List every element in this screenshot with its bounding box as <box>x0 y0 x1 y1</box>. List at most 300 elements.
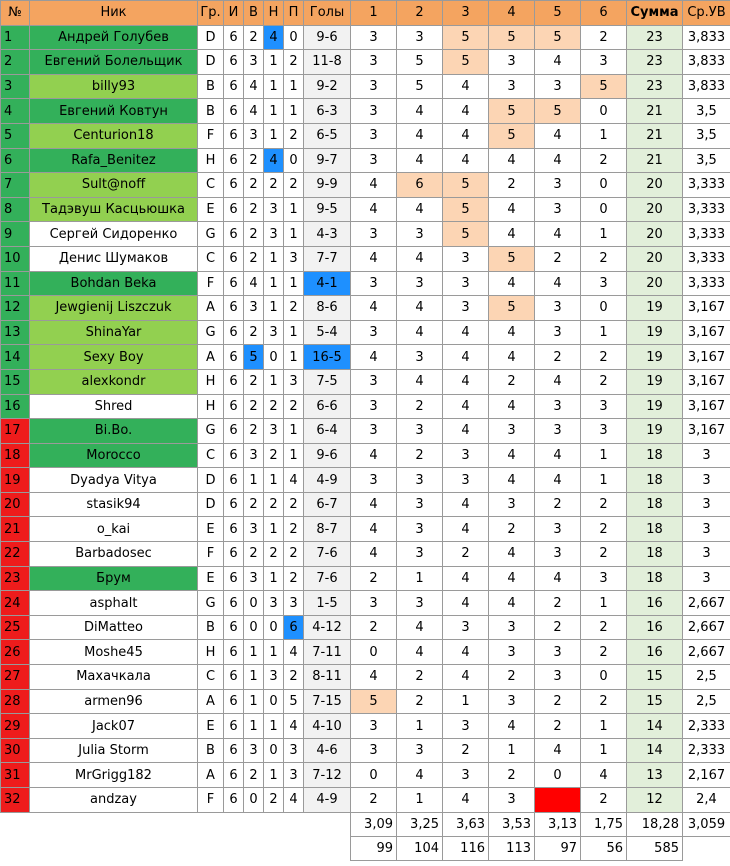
wins-cell: 3 <box>244 738 264 763</box>
round-3-cell: 4 <box>443 99 489 124</box>
draws-cell: 1 <box>264 640 284 665</box>
round-3-cell: 4 <box>443 788 489 813</box>
group-cell: F <box>198 123 224 148</box>
round-3-cell: 2 <box>443 542 489 567</box>
group-cell: E <box>198 566 224 591</box>
round-4-cell: 3 <box>489 689 535 714</box>
round-4-cell: 5 <box>489 246 535 271</box>
round-5-cell: 3 <box>535 640 581 665</box>
round-1-cell: 3 <box>351 74 397 99</box>
round-3-cell: 4 <box>443 320 489 345</box>
losses-cell: 2 <box>284 394 304 419</box>
rank-cell: 24 <box>1 591 30 616</box>
round-5-cell: 4 <box>535 148 581 173</box>
header-round-3: 3 <box>443 1 489 26</box>
round-6-cell: 3 <box>581 394 627 419</box>
group-cell: G <box>198 419 224 444</box>
games-cell: 6 <box>224 689 244 714</box>
table-row <box>1 689 730 714</box>
draws-cell: 1 <box>264 517 284 542</box>
round-5-cell: 3 <box>535 74 581 99</box>
table-row <box>1 345 730 370</box>
wins-cell: 1 <box>244 640 264 665</box>
nick-cell: andzay <box>30 788 198 813</box>
group-cell: B <box>198 738 224 763</box>
round-2-cell: 1 <box>397 566 443 591</box>
rank-cell: 15 <box>1 369 30 394</box>
table-row <box>1 50 730 75</box>
nick-cell: Jewgienij Liszczuk <box>30 296 198 321</box>
nick-cell: ShinaYar <box>30 320 198 345</box>
round-3-cell: 2 <box>443 738 489 763</box>
header-games: И <box>224 1 244 26</box>
rank-cell: 3 <box>1 74 30 99</box>
avg-cell: 2,667 <box>683 591 730 616</box>
sum-cell: 23 <box>627 25 683 50</box>
avg-cell: 3 <box>683 443 730 468</box>
draws-cell: 2 <box>264 492 284 517</box>
table-row <box>1 763 730 788</box>
avg-cell: 3,833 <box>683 50 730 75</box>
round-6-cell: 2 <box>581 640 627 665</box>
round-6-cell: 2 <box>581 369 627 394</box>
round-1-cell: 3 <box>351 123 397 148</box>
round-1-cell: 4 <box>351 296 397 321</box>
group-cell: A <box>198 345 224 370</box>
avg-cell: 3 <box>683 517 730 542</box>
avg-cell: 2,4 <box>683 788 730 813</box>
goals-cell: 8-7 <box>304 517 351 542</box>
games-cell: 6 <box>224 542 244 567</box>
goals-cell: 7-11 <box>304 640 351 665</box>
sum-cell: 23 <box>627 74 683 99</box>
round-3-cell: 4 <box>443 591 489 616</box>
table-row <box>1 148 730 173</box>
games-cell: 6 <box>224 369 244 394</box>
wins-cell: 0 <box>244 615 264 640</box>
nick-cell: Тадэвуш Касцьюшка <box>30 197 198 222</box>
goals-cell: 7-7 <box>304 246 351 271</box>
losses-cell: 3 <box>284 369 304 394</box>
round-5-cell: 2 <box>535 689 581 714</box>
group-cell: G <box>198 320 224 345</box>
games-cell: 6 <box>224 197 244 222</box>
round-5-cell <box>535 788 581 813</box>
round-3-cell: 1 <box>443 689 489 714</box>
avg-cell: 2,167 <box>683 763 730 788</box>
rank-cell: 18 <box>1 443 30 468</box>
nick-cell: Андрей Голубев <box>30 25 198 50</box>
nick-cell: Centurion18 <box>30 123 198 148</box>
round-4-cell: 4 <box>489 345 535 370</box>
table-row <box>1 123 730 148</box>
round-6-cell: 2 <box>581 689 627 714</box>
rank-cell: 17 <box>1 419 30 444</box>
games-cell: 6 <box>224 25 244 50</box>
round-5-cell: 2 <box>535 246 581 271</box>
rank-cell: 20 <box>1 492 30 517</box>
avg-cell: 2,5 <box>683 689 730 714</box>
sum-cell: 21 <box>627 148 683 173</box>
total-round-3: 116 <box>443 836 489 860</box>
round-1-cell: 4 <box>351 517 397 542</box>
goals-cell: 4-3 <box>304 222 351 247</box>
games-cell: 6 <box>224 714 244 739</box>
avg-cell: 3,5 <box>683 99 730 124</box>
goals-cell: 7-6 <box>304 566 351 591</box>
round-2-cell: 3 <box>397 222 443 247</box>
round-4-cell: 2 <box>489 517 535 542</box>
nick-cell: Sult@noff <box>30 173 198 198</box>
goals-cell: 9-5 <box>304 197 351 222</box>
goals-cell: 4-9 <box>304 468 351 493</box>
header-wins: В <box>244 1 264 26</box>
nick-cell: Dyadya Vitya <box>30 468 198 493</box>
round-6-cell: 2 <box>581 615 627 640</box>
wins-cell: 2 <box>244 542 264 567</box>
goals-cell: 6-7 <box>304 492 351 517</box>
sum-cell: 18 <box>627 492 683 517</box>
rank-cell: 1 <box>1 25 30 50</box>
total-sum: 585 <box>627 836 683 860</box>
total-round-2: 104 <box>397 836 443 860</box>
avg-cell: 3 <box>683 468 730 493</box>
sum-cell: 15 <box>627 665 683 690</box>
nick-cell: o_kai <box>30 517 198 542</box>
losses-cell: 1 <box>284 443 304 468</box>
round-4-cell: 4 <box>489 148 535 173</box>
avg-sum: 18,28 <box>627 812 683 836</box>
sum-cell: 14 <box>627 714 683 739</box>
round-4-cell: 4 <box>489 443 535 468</box>
total-round-1: 99 <box>351 836 397 860</box>
round-3-cell: 3 <box>443 296 489 321</box>
avg-avg: 3,059 <box>683 812 730 836</box>
round-1-cell: 3 <box>351 394 397 419</box>
goals-cell: 11-8 <box>304 50 351 75</box>
draws-cell: 1 <box>264 296 284 321</box>
losses-cell: 4 <box>284 468 304 493</box>
header-round-6: 6 <box>581 1 627 26</box>
sum-cell: 20 <box>627 271 683 296</box>
goals-cell: 8-6 <box>304 296 351 321</box>
round-5-cell: 2 <box>535 615 581 640</box>
avg-round-6: 1,75 <box>581 812 627 836</box>
round-2-cell: 4 <box>397 615 443 640</box>
total-round-5: 97 <box>535 836 581 860</box>
sum-cell: 13 <box>627 763 683 788</box>
round-2-cell: 4 <box>397 148 443 173</box>
round-1-cell: 3 <box>351 468 397 493</box>
round-5-cell: 3 <box>535 542 581 567</box>
round-2-cell: 3 <box>397 345 443 370</box>
draws-cell: 3 <box>264 419 284 444</box>
round-5-cell: 4 <box>535 468 581 493</box>
nick-cell: Barbadosec <box>30 542 198 567</box>
losses-cell: 3 <box>284 246 304 271</box>
round-3-cell: 4 <box>443 369 489 394</box>
round-4-cell: 4 <box>489 542 535 567</box>
table-row <box>1 615 730 640</box>
round-6-cell: 1 <box>581 443 627 468</box>
losses-cell: 1 <box>284 419 304 444</box>
round-4-cell: 3 <box>489 788 535 813</box>
wins-cell: 4 <box>244 271 264 296</box>
rank-cell: 28 <box>1 689 30 714</box>
round-2-cell: 2 <box>397 394 443 419</box>
sum-cell: 21 <box>627 99 683 124</box>
draws-cell: 1 <box>264 468 284 493</box>
avg-round-2: 3,25 <box>397 812 443 836</box>
group-cell: H <box>198 369 224 394</box>
sum-cell: 14 <box>627 738 683 763</box>
header-group: Гр. <box>198 1 224 26</box>
draws-cell: 1 <box>264 74 284 99</box>
avg-round-5: 3,13 <box>535 812 581 836</box>
nick-cell: Евгений Ковтун <box>30 99 198 124</box>
round-1-cell: 0 <box>351 640 397 665</box>
table-row <box>1 492 730 517</box>
round-5-cell: 0 <box>535 763 581 788</box>
round-1-cell: 2 <box>351 566 397 591</box>
group-cell: G <box>198 222 224 247</box>
rank-cell: 13 <box>1 320 30 345</box>
group-cell: G <box>198 591 224 616</box>
round-5-cell: 2 <box>535 492 581 517</box>
draws-cell: 1 <box>264 99 284 124</box>
round-3-cell: 5 <box>443 197 489 222</box>
games-cell: 6 <box>224 517 244 542</box>
losses-cell: 1 <box>284 74 304 99</box>
round-5-cell: 3 <box>535 320 581 345</box>
round-6-cell: 1 <box>581 320 627 345</box>
wins-cell: 1 <box>244 468 264 493</box>
avg-cell: 3,167 <box>683 369 730 394</box>
losses-cell: 1 <box>284 320 304 345</box>
group-cell: F <box>198 271 224 296</box>
draws-cell: 3 <box>264 197 284 222</box>
nick-cell: Bi.Bo. <box>30 419 198 444</box>
round-4-cell: 5 <box>489 296 535 321</box>
avg-cell: 3,333 <box>683 197 730 222</box>
table-row <box>1 271 730 296</box>
nick-cell: Moshe45 <box>30 640 198 665</box>
rank-cell: 5 <box>1 123 30 148</box>
round-1-cell: 3 <box>351 271 397 296</box>
round-4-cell: 4 <box>489 271 535 296</box>
footer-spacer-2 <box>1 836 351 860</box>
header-round-2: 2 <box>397 1 443 26</box>
header-round-4: 4 <box>489 1 535 26</box>
round-2-cell: 3 <box>397 271 443 296</box>
round-3-cell: 3 <box>443 763 489 788</box>
round-5-cell: 4 <box>535 222 581 247</box>
goals-cell: 16-5 <box>304 345 351 370</box>
round-2-cell: 3 <box>397 468 443 493</box>
avg-round-3: 3,63 <box>443 812 489 836</box>
header-losses: П <box>284 1 304 26</box>
nick-cell: Bohdan Beka <box>30 271 198 296</box>
round-1-cell: 4 <box>351 665 397 690</box>
round-5-cell: 3 <box>535 665 581 690</box>
sum-cell: 18 <box>627 443 683 468</box>
table-row <box>1 74 730 99</box>
avg-cell: 2,5 <box>683 665 730 690</box>
draws-cell: 1 <box>264 714 284 739</box>
header-nick: Ник <box>30 1 198 26</box>
round-1-cell: 4 <box>351 542 397 567</box>
losses-cell: 1 <box>284 271 304 296</box>
games-cell: 6 <box>224 394 244 419</box>
draws-cell: 0 <box>264 345 284 370</box>
nick-cell: Julia Storm <box>30 738 198 763</box>
round-3-cell: 5 <box>443 173 489 198</box>
round-6-cell: 4 <box>581 763 627 788</box>
round-5-cell: 4 <box>535 271 581 296</box>
round-2-cell: 4 <box>397 296 443 321</box>
avg-cell: 3 <box>683 492 730 517</box>
losses-cell: 4 <box>284 640 304 665</box>
group-cell: D <box>198 25 224 50</box>
wins-cell: 2 <box>244 394 264 419</box>
round-2-cell: 4 <box>397 369 443 394</box>
rank-cell: 4 <box>1 99 30 124</box>
games-cell: 6 <box>224 345 244 370</box>
rank-cell: 19 <box>1 468 30 493</box>
wins-cell: 2 <box>244 222 264 247</box>
avg-cell: 3,5 <box>683 123 730 148</box>
round-3-cell: 4 <box>443 665 489 690</box>
round-2-cell: 3 <box>397 738 443 763</box>
losses-cell: 0 <box>284 25 304 50</box>
games-cell: 6 <box>224 173 244 198</box>
wins-cell: 2 <box>244 173 264 198</box>
wins-cell: 2 <box>244 148 264 173</box>
group-cell: B <box>198 74 224 99</box>
games-cell: 6 <box>224 443 244 468</box>
wins-cell: 2 <box>244 246 264 271</box>
header-round-5: 5 <box>535 1 581 26</box>
round-4-cell: 4 <box>489 197 535 222</box>
round-4-cell: 4 <box>489 394 535 419</box>
wins-cell: 2 <box>244 25 264 50</box>
round-5-cell: 3 <box>535 517 581 542</box>
group-cell: D <box>198 50 224 75</box>
avg-cell: 3,333 <box>683 271 730 296</box>
round-4-cell: 2 <box>489 173 535 198</box>
sum-cell: 16 <box>627 615 683 640</box>
losses-cell: 4 <box>284 788 304 813</box>
round-6-cell: 0 <box>581 665 627 690</box>
draws-cell: 1 <box>264 566 284 591</box>
losses-cell: 6 <box>284 615 304 640</box>
avg-cell: 3,333 <box>683 173 730 198</box>
group-cell: E <box>198 714 224 739</box>
nick-cell: Махачкала <box>30 665 198 690</box>
round-6-cell: 3 <box>581 566 627 591</box>
round-3-cell: 3 <box>443 271 489 296</box>
sum-cell: 20 <box>627 173 683 198</box>
round-2-cell: 2 <box>397 443 443 468</box>
nick-cell: Sexy Boy <box>30 345 198 370</box>
wins-cell: 3 <box>244 296 264 321</box>
round-6-cell: 2 <box>581 345 627 370</box>
rank-cell: 22 <box>1 542 30 567</box>
round-5-cell: 4 <box>535 443 581 468</box>
wins-cell: 2 <box>244 369 264 394</box>
games-cell: 6 <box>224 296 244 321</box>
avg-cell: 2,333 <box>683 714 730 739</box>
table-row <box>1 419 730 444</box>
round-6-cell: 0 <box>581 197 627 222</box>
group-cell: H <box>198 148 224 173</box>
losses-cell: 1 <box>284 197 304 222</box>
averages-row <box>1 812 730 836</box>
goals-cell: 7-5 <box>304 369 351 394</box>
losses-cell: 2 <box>284 50 304 75</box>
nick-cell: alexkondr <box>30 369 198 394</box>
standings-body <box>1 25 730 812</box>
rank-cell: 11 <box>1 271 30 296</box>
table-row <box>1 369 730 394</box>
losses-cell: 4 <box>284 714 304 739</box>
nick-cell: MrGrigg182 <box>30 763 198 788</box>
group-cell: D <box>198 492 224 517</box>
sum-cell: 18 <box>627 468 683 493</box>
goals-cell: 7-15 <box>304 689 351 714</box>
round-5-cell: 5 <box>535 25 581 50</box>
table-row <box>1 320 730 345</box>
round-2-cell: 5 <box>397 50 443 75</box>
round-1-cell: 3 <box>351 222 397 247</box>
round-5-cell: 3 <box>535 197 581 222</box>
round-1-cell: 3 <box>351 369 397 394</box>
losses-cell: 3 <box>284 763 304 788</box>
goals-cell: 9-6 <box>304 25 351 50</box>
losses-cell: 2 <box>284 173 304 198</box>
goals-cell: 6-3 <box>304 99 351 124</box>
round-1-cell: 3 <box>351 50 397 75</box>
losses-cell: 2 <box>284 492 304 517</box>
round-6-cell: 2 <box>581 542 627 567</box>
round-5-cell: 2 <box>535 345 581 370</box>
table-row <box>1 394 730 419</box>
round-5-cell: 2 <box>535 591 581 616</box>
round-5-cell: 3 <box>535 173 581 198</box>
losses-cell: 2 <box>284 566 304 591</box>
group-cell: E <box>198 517 224 542</box>
round-6-cell: 1 <box>581 714 627 739</box>
avg-cell: 2,333 <box>683 738 730 763</box>
round-6-cell: 3 <box>581 50 627 75</box>
round-5-cell: 3 <box>535 419 581 444</box>
round-4-cell: 2 <box>489 763 535 788</box>
table-row <box>1 296 730 321</box>
nick-cell: billy93 <box>30 74 198 99</box>
round-5-cell: 3 <box>535 296 581 321</box>
draws-cell: 2 <box>264 394 284 419</box>
round-5-cell: 5 <box>535 99 581 124</box>
sum-cell: 18 <box>627 542 683 567</box>
games-cell: 6 <box>224 615 244 640</box>
round-1-cell: 4 <box>351 492 397 517</box>
wins-cell: 5 <box>244 345 264 370</box>
total-avg-empty <box>683 836 730 860</box>
rank-cell: 27 <box>1 665 30 690</box>
rank-cell: 32 <box>1 788 30 813</box>
table-row <box>1 222 730 247</box>
table-row <box>1 591 730 616</box>
